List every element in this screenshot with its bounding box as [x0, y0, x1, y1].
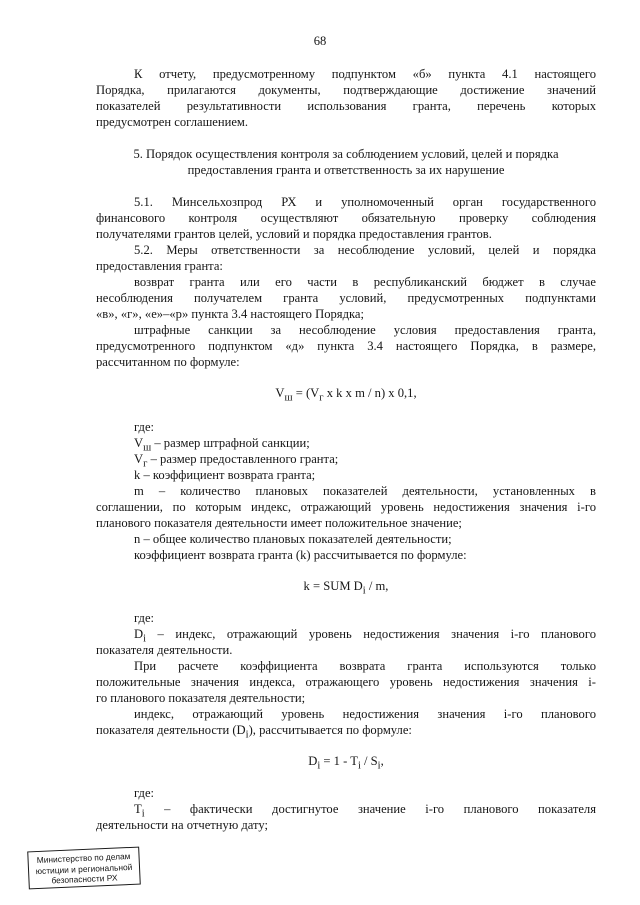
definition-vr: $V_г$ – размер предоставленного гранта; [134, 452, 339, 470]
text-line: го планового показателя деятельности; [96, 691, 306, 705]
text-line: штрафные санкции за несоблюдение условия предоставления гранта, [134, 323, 596, 337]
index-intro-line2: показателя деятельности $(D_i)$, рассчитывается по формуле: [96, 723, 412, 741]
section-title-line: предоставления гранта и ответственность за их нарушение [187, 163, 505, 177]
text-line: возврат гранта или его части в республиканский бюджет в случае [134, 275, 596, 289]
definition-ti: $T_i$ – фактически достигнутое значение i-го планового показателя [134, 802, 596, 820]
text-line: планового показателя деятельности имеет положительное значение; [96, 516, 462, 530]
text-line: соглашении, по которым индекс, отражающий уровень недостижения значения i-го [96, 500, 596, 514]
text-line: предусмотренного подпунктом «д» пункта 3.4 настоящего Порядка, в размере, [96, 339, 596, 353]
text-line: предоставления гранта: [96, 259, 223, 273]
text-line: положительные значения индекса, отражающего уровень недостижения значения i- [96, 675, 596, 689]
section-title-line: 5. Порядок осуществления контроля за соблюдением условий, целей и порядка [133, 147, 559, 161]
text-line: показателя деятельности. [96, 643, 233, 657]
text-line: получателями грантов целей, условий и порядка предоставления грантов. [96, 227, 492, 241]
text-line: несоблюдения получателем гранта условий, предусмотренных подпунктами [96, 291, 596, 305]
definition-vsh: $V_ш$ – размер штрафной санкции; [134, 436, 310, 454]
text-line: «в», «г», «е»–«р» пункта 3.4 настоящего Порядка; [96, 307, 365, 321]
text-line: 5.1. Минсельхозпрод РХ и уполномоченный орган государственного [134, 195, 596, 209]
text-line: финансового контроля осуществляют обязательную проверку соблюдения [96, 211, 596, 225]
text-line: деятельности на отчетную дату; [96, 818, 269, 832]
where-label: где: [134, 420, 155, 434]
text-line: рассчитанном по формуле: [96, 355, 240, 369]
definition-n: n – общее количество плановых показателей деятельности; [134, 532, 452, 546]
definition-k: k – коэффициент возврата гранта; [134, 468, 316, 482]
text-line: К отчету, предусмотренному подпунктом «б» пункта 4.1 настоящего [134, 67, 596, 81]
text-line: m – количество плановых показателей деятельности, установленных в [134, 484, 596, 498]
definition-di: $D_i$ – индекс, отражающий уровень недостижения значения i-го планового [134, 627, 596, 645]
where-label: где: [134, 611, 155, 625]
formula-index: $D_i = 1 - T_i / S_i$, [308, 754, 384, 772]
index-intro: индекс, отражающий уровень недостижения значения i-го планового [134, 707, 596, 721]
page-number: 68 [313, 34, 327, 48]
formula-penalty: $V_ш = (V_г$ x k x m / n) x 0,1, [275, 386, 417, 404]
formula-coefficient: k = SUM $D_i$ / m, [303, 579, 389, 597]
ministry-stamp: Министерство по делам юстиции и региональной безопасности РХ [27, 847, 141, 890]
text-line: предусмотрен соглашением. [96, 115, 249, 129]
coefficient-intro: коэффициент возврата гранта (k) рассчитывается по формуле: [134, 548, 467, 562]
where-label: где: [134, 786, 155, 800]
text-line: показателей результативности использования гранта, перечень которых [96, 99, 596, 113]
text-line: При расчете коэффициента возврата гранта используются только [134, 659, 596, 673]
text-line: Порядка, прилагаются документы, подтверждающие достижение значений [96, 83, 596, 97]
text-line: 5.2. Меры ответственности за несоблюдение условий, целей и порядка [134, 243, 596, 257]
